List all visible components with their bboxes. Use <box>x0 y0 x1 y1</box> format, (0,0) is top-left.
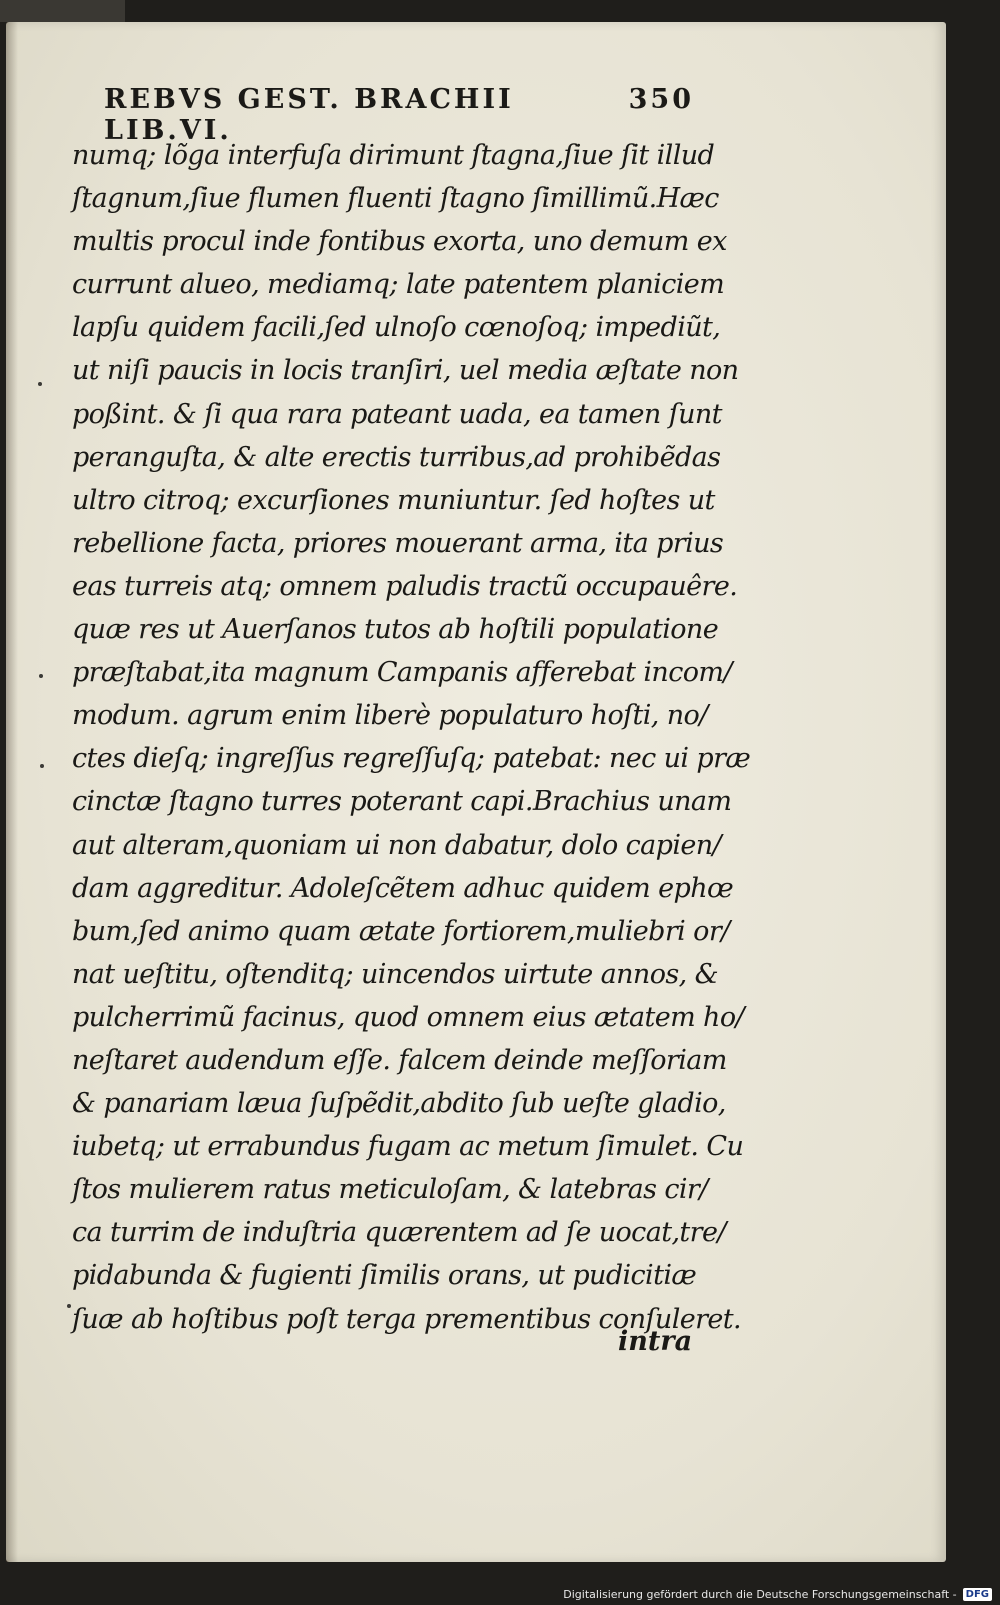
text-line: pidabunda & fugienti ſimilis orans, ut pudicitiæ <box>72 1260 697 1292</box>
text-line: pulcherrimũ facinus, quod omnem eius ætatem ho/ <box>72 1001 744 1033</box>
text-line: multis procul inde fontibus exorta, uno demum ex <box>72 226 727 258</box>
text-line: ctes dieſq; ingreſſus regreſſuſq; patebat: nec ui præ <box>72 743 751 775</box>
dfg-logo-icon: DFG <box>963 1588 992 1601</box>
margin-mark <box>38 382 42 386</box>
book-page <box>6 22 946 1562</box>
scan-edge-strip <box>0 0 125 22</box>
text-line: cinctæ ſtagno turres poterant capi.Brachius unam <box>72 786 732 818</box>
text-line: currunt alueo, mediamq; late patentem planiciem <box>72 269 725 301</box>
text-line: peranguſta, & alte erectis turribus,ad prohibẽdas <box>72 441 721 473</box>
text-line: dam aggreditur. Adoleſcẽtem adhuc quidem ephœ <box>72 872 734 904</box>
text-line: poßint. & ſi qua rara pateant uada, ea tamen ſunt <box>72 398 722 430</box>
folio-number: 350 <box>628 84 694 115</box>
text-line: nat ueſtitu, oſtenditq; uincendos uirtute annos, & <box>72 958 719 990</box>
text-line: eas turreis atq; omnem paludis tractũ occupauêre. <box>72 570 738 602</box>
text-line: iubetq; ut errabundus fugam ac metum ſimulet. Cu <box>72 1131 744 1163</box>
catchword: intra <box>618 1326 693 1357</box>
text-line: modum. agrum enim liberè populaturo hoſti, no/ <box>72 700 708 732</box>
margin-mark <box>40 764 44 768</box>
text-line: & panariam læua ſuſpẽdit,abdito ſub ueſte gladio, <box>72 1088 726 1120</box>
digitization-credit <box>563 1588 992 1601</box>
margin-mark <box>39 674 43 678</box>
margin-mark <box>67 1304 71 1308</box>
text-line: numq; lõga interfuſa dirimunt ſtagna,ſiue ſit illud <box>72 140 715 171</box>
text-line: ca turrim de induſtria quærentem ad ſe uocat,tre/ <box>72 1217 726 1249</box>
text-line: aut alteram,quoniam ui non dabatur, dolo capien/ <box>72 829 722 861</box>
text-line: præſtabat,ita magnum Campanis afferebat incom/ <box>72 657 732 689</box>
credit-text: Digitalisierung gefördert durch die Deutsche Forschungsgemeinschaft - <box>563 1588 957 1601</box>
text-line: neſtaret audendum eſſe. falcem deinde meſſoriam <box>72 1044 727 1076</box>
text-line: ſtagnum,ſiue flumen fluenti ſtagno ſimillimũ.Hæc <box>72 183 719 215</box>
text-line: ſuæ ab hoſtibus poſt terga prementibus conſuleret. <box>72 1303 742 1335</box>
text-line: ſtos mulierem ratus meticuloſam, & latebras cir/ <box>72 1174 708 1206</box>
running-head-title: REBVS GEST. BRACHII LIB.VI. <box>104 84 514 146</box>
text-line: rebellione facta, priores mouerant arma, ita prius <box>72 527 724 559</box>
text-line: quæ res ut Auerſanos tutos ab hoſtili populatione <box>72 614 719 646</box>
text-line: ultro citroq; excurſiones muniuntur. ſed hoſtes ut <box>72 484 715 516</box>
text-block <box>72 134 751 1341</box>
text-line: bum,ſed animo quam ætate fortiorem,muliebri or/ <box>72 915 730 947</box>
text-line: lapſu quidem facili,ſed ulnoſo cœnoſoq; impediũt, <box>72 312 721 344</box>
gutter-shadow <box>6 22 18 1562</box>
text-line: ut niſi paucis in locis tranſiri, uel media æſtate non <box>72 355 739 387</box>
